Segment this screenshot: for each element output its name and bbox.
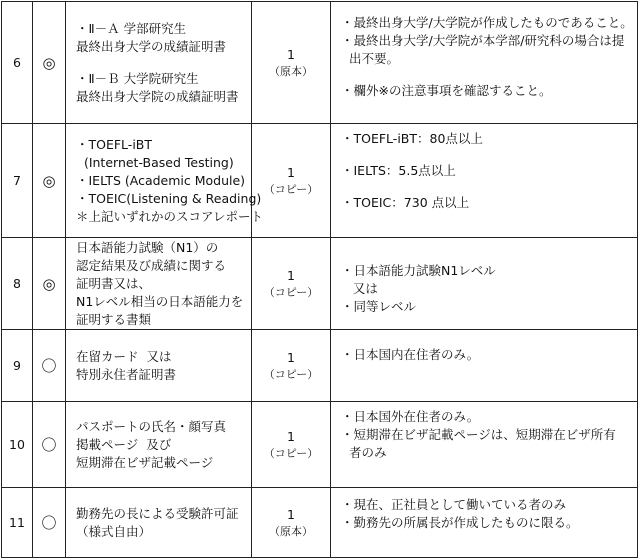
- quantity: [252, 124, 331, 238]
- note-line: ・日本国外在住者のみ。: [341, 409, 480, 424]
- document-line: (Internet-Based Testing): [76, 154, 234, 170]
- quantity-type: （原本）: [269, 524, 313, 538]
- row-number: 9: [2, 330, 33, 402]
- requirement-mark: 〇: [33, 402, 66, 488]
- document-line: [76, 56, 251, 70]
- note-line: 出不要。: [341, 51, 399, 66]
- document-line: ・IELTS (Academic Module): [76, 172, 246, 188]
- quantity-count: 1: [287, 267, 295, 283]
- notes: [331, 2, 638, 124]
- document-line: パスポートの氏名・顔写真: [76, 418, 227, 434]
- note-line: ・勤務先の所属長が作成したものに限る。: [341, 515, 579, 530]
- quantity-type: （コピー）: [263, 367, 319, 381]
- requirement-mark: 〇: [33, 330, 66, 402]
- quantity-type: （コピー）: [263, 446, 319, 460]
- table-row: [2, 488, 638, 558]
- document-line: N1レベル相当の日本語能力を: [76, 293, 244, 309]
- note-line: ・TOEFL-iBT：80点以上: [341, 131, 483, 146]
- note-line: [341, 148, 637, 162]
- notes: [331, 330, 638, 402]
- quantity-type: （原本）: [269, 64, 313, 78]
- table-row: [2, 124, 638, 238]
- document-line: 短期滞在ビザ記載ページ: [76, 454, 214, 470]
- notes: [331, 238, 638, 330]
- document-name: [66, 330, 252, 402]
- table-row: [2, 330, 638, 402]
- requirement-mark: ◎: [33, 238, 66, 330]
- document-line: 認定結果及び成績に関する: [76, 257, 227, 273]
- document-line: 証明する書類: [76, 311, 152, 327]
- quantity: [252, 330, 331, 402]
- requirements-table: [1, 1, 638, 558]
- document-line: 最終出身大学院の成績証明書: [76, 88, 239, 104]
- quantity: [252, 402, 331, 488]
- document-name: [66, 2, 252, 124]
- notes: [331, 402, 638, 488]
- note-line: ・TOEIC：730 点以上: [341, 195, 470, 210]
- document-line: 日本語能力試験（N1）の: [76, 239, 219, 255]
- quantity: [252, 238, 331, 330]
- table-row: [2, 2, 638, 124]
- quantity: [252, 2, 331, 124]
- note-line: [341, 180, 637, 194]
- note-line: ・最終出身大学/大学院が本学部/研究科の場合は提: [341, 33, 625, 48]
- notes: [331, 124, 638, 238]
- table-row: [2, 402, 638, 488]
- note-line: 又は: [341, 281, 378, 296]
- quantity-type: （コピー）: [263, 285, 319, 299]
- row-number: 11: [2, 488, 33, 558]
- note-line: ・日本国内在住者のみ。: [341, 347, 480, 362]
- row-number: 6: [2, 2, 33, 124]
- row-number: 10: [2, 402, 33, 488]
- quantity-type: （コピー）: [263, 182, 319, 196]
- document-name: [66, 402, 252, 488]
- quantity-count: 1: [287, 164, 295, 180]
- row-number: 7: [2, 124, 33, 238]
- note-line: ・現在、正社員として働いている者のみ: [341, 497, 567, 512]
- document-line: 証明書又は、: [76, 275, 152, 291]
- requirement-mark: ◎: [33, 124, 66, 238]
- quantity-count: 1: [287, 46, 295, 62]
- document-line: ・Ⅱ－Ａ 学部研究生: [76, 20, 187, 36]
- quantity-count: 1: [287, 349, 295, 365]
- document-line: ・Ⅱ－Ｂ 大学院研究生: [76, 70, 199, 86]
- requirement-mark: 〇: [33, 488, 66, 558]
- note-line: ・欄外※の注意事項を確認すること。: [341, 83, 552, 98]
- note-line: ・同等レベル: [341, 299, 417, 314]
- quantity-count: 1: [287, 506, 295, 522]
- table-row: [2, 238, 638, 330]
- document-line: 特別永住者証明書: [76, 366, 177, 382]
- document-line: ＊上記いずれかのスコアレポート: [76, 208, 264, 224]
- document-line: ・TOEIC(Listening & Reading): [76, 190, 262, 206]
- requirement-mark: ◎: [33, 2, 66, 124]
- document-name: [66, 488, 252, 558]
- document-line: 在留カード 又は: [76, 348, 172, 364]
- document-line: （様式自由）: [76, 523, 152, 539]
- note-line: ・最終出身大学/大学院が作成したものであること。: [341, 15, 633, 30]
- row-number: 8: [2, 238, 33, 330]
- note-line: ・日本語能力試験N1レベル: [341, 263, 496, 278]
- document-line: 掲載ページ 及び: [76, 436, 172, 452]
- note-line: 者のみ: [341, 445, 387, 460]
- note-line: ・IELTS：5.5点以上: [341, 163, 456, 178]
- quantity: [252, 488, 331, 558]
- document-line: 勤務先の長による受験許可証: [76, 505, 239, 521]
- note-line: [341, 68, 637, 82]
- document-name: [66, 124, 264, 238]
- notes: [331, 488, 638, 558]
- document-name: [66, 238, 252, 330]
- note-line: ・短期滞在ビザ記載ページは、短期滞在ビザ所有: [341, 427, 616, 442]
- document-line: 最終出身大学の成績証明書: [76, 38, 227, 54]
- quantity-count: 1: [287, 428, 295, 444]
- document-line: ・TOEFL-iBT: [76, 136, 153, 152]
